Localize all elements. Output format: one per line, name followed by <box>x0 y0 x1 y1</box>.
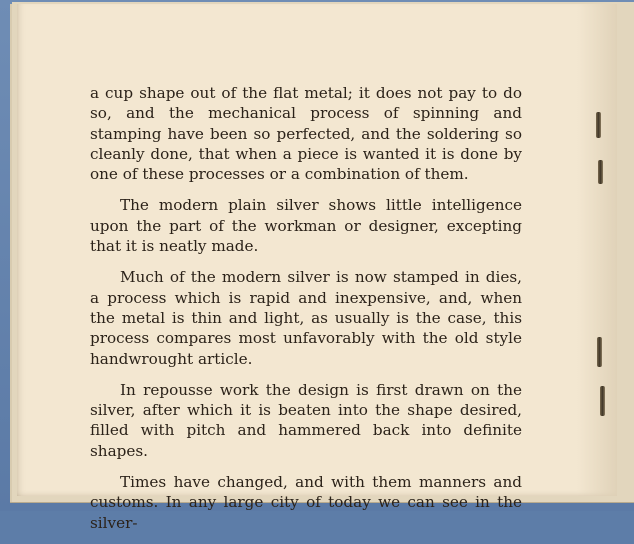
paragraph-2: The modern plain silver shows little intelligence upon the part of the workman or designer, excepting that it is neatly made. <box>90 196 522 256</box>
binding-stitch-2 <box>598 160 603 184</box>
binding-stitch-3 <box>597 337 602 367</box>
binding-gutter <box>577 4 617 496</box>
paragraph-5: Times have changed, and with them manners and customs. In any large city of today we can see in the silver- <box>90 473 522 532</box>
paragraph-3: Much of the modern silver is now stamped in dies, a process which is rapid and inexpensive, and, when the metal is thin and light, as usually is the case, this process compares most unfavorably with the old style handwrought article. <box>90 268 522 368</box>
binding-stitch-1 <box>596 112 601 138</box>
paragraph-1: a cup shape out of the flat metal; it does not pay to do so, and the mechanical process of spinning and stamping have been so perfected, and the soldering so cleanly done, that when a piece is wanted it is done by one of these processes or a combination of them. <box>90 84 522 184</box>
body-text <box>90 83 522 544</box>
binding-stitch-4 <box>600 386 605 416</box>
paragraph-4: In repousse work the design is first drawn on the silver, after which it is beaten into the shape desired, filled with pitch and hammered back into definite shapes. <box>90 380 522 460</box>
